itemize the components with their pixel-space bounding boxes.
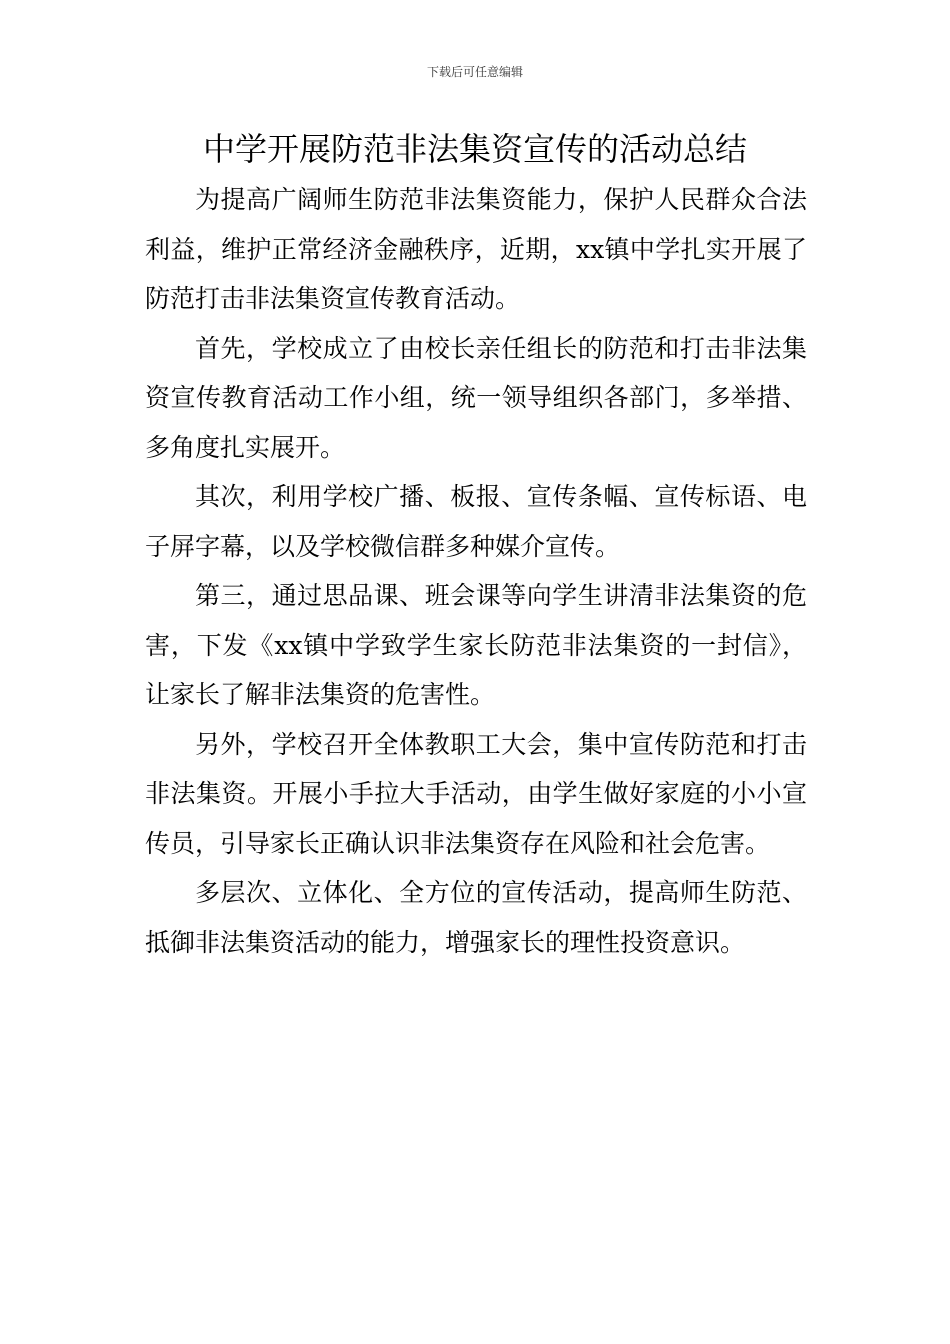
paragraph-4: 第三，通过思品课、班会课等向学生讲清非法集资的危害，下发《xx镇中学致学生家长防范非法集资的一封信》，让家长了解非法集资的危害性。 [145,581,807,709]
paragraph-3: 其次，利用学校广播、板报、宣传条幅、宣传标语、电子屏字幕，以及学校微信群多种媒介宣传。 [145,482,807,561]
paragraph-6: 多层次、立体化、全方位的宣传活动，提高师生防范、抵御非法集资活动的能力，增强家长的理性投资意识。 [145,878,807,957]
document-title: 中学开展防范非法集资宣传的活动总结 [202,130,747,168]
paragraph-1: 为提高广阔师生防范非法集资能力，保护人民群众合法利益，维护正常经济金融秩序，近期，xx镇中学扎实开展了防范打击非法集资宣传教育活动。 [145,185,807,313]
paragraph-5: 另外，学校召开全体教职工大会，集中宣传防范和打击非法集资。开展小手拉大手活动，由学生做好家庭的小小宣传员，引导家长正确认识非法集资存在风险和社会危害。 [145,729,807,858]
paragraph-2: 首先，学校成立了由校长亲任组长的防范和打击非法集资宣传教育活动工作小组，统一领导组织各部门，多举措、多角度扎实展开。 [145,333,807,462]
header-note: 下载后可任意编辑 [426,65,523,79]
document-body [145,175,807,967]
